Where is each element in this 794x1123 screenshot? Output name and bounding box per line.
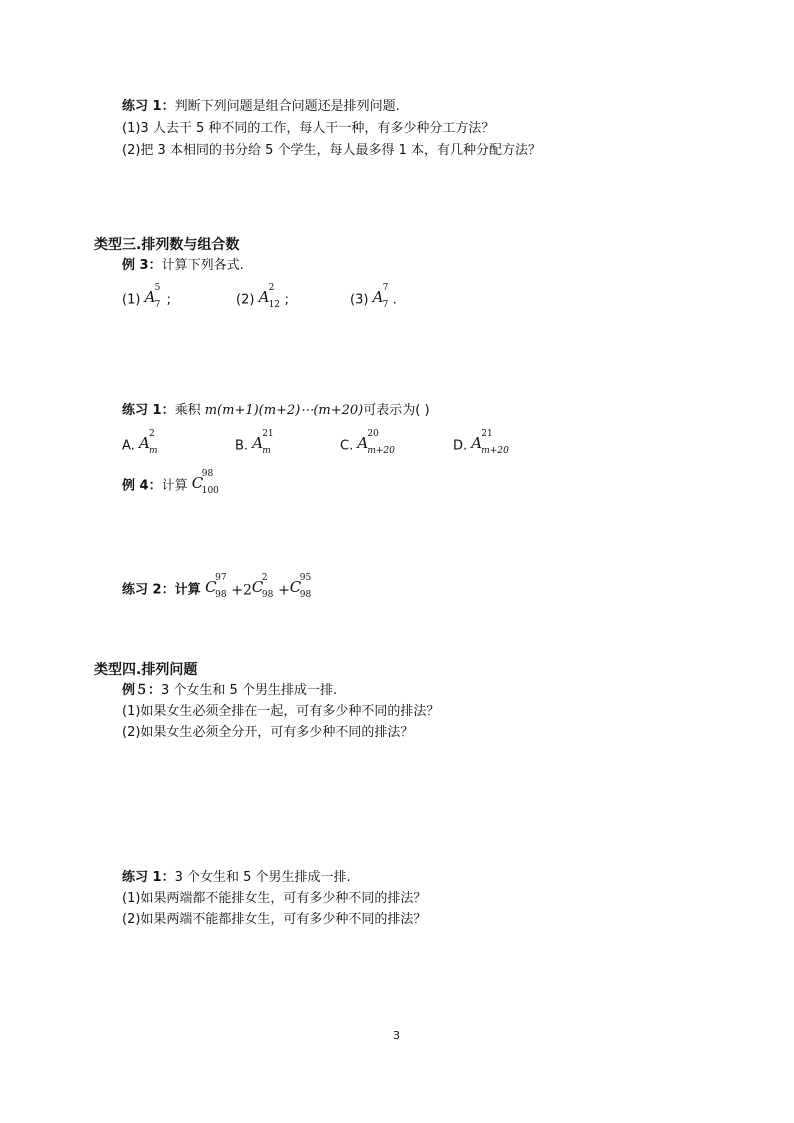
option-symbol: A 20 m+20 (357, 429, 395, 456)
practice-text: 计算 (174, 582, 201, 598)
practice-1-title (122, 402, 430, 420)
option-b (235, 429, 276, 458)
example-text: 计算下列各式. (161, 258, 244, 273)
item-number: (3) (350, 292, 369, 308)
plus-sign: + (278, 582, 290, 598)
page-number: 3 (393, 1029, 400, 1042)
example-3-item-3 (350, 283, 397, 312)
item-number: (2) (236, 292, 255, 308)
option-c (340, 429, 395, 458)
option-letter: D. (453, 438, 468, 454)
practice-blank: 可表示为( ) (363, 403, 430, 418)
section-heading-type3: 类型三.排列数与组合数 (94, 237, 240, 253)
section-heading-type4: 类型四.排列问题 (94, 662, 198, 678)
item-end: ; (284, 292, 289, 308)
example-4-title (122, 469, 219, 498)
practice-label: 练习 1： (122, 403, 175, 418)
option-symbol: A 21 m+20 (471, 429, 509, 456)
example-label: 例 3： (122, 258, 162, 273)
option-d (453, 429, 509, 458)
option-symbol: A 2 m (138, 429, 158, 456)
option-letter: A. (122, 438, 135, 454)
exercise-label: 练习 1： (122, 99, 175, 114)
option-a (122, 429, 159, 458)
plus-sign: + (231, 582, 243, 598)
example-5-question-2: (2)如果女生必须全分开，可有多少种不同的排法？ (122, 725, 414, 740)
practice-4-1-question-2: (2)如果两端不能都排女生，可有多少种不同的排法？ (122, 912, 427, 927)
permutation-symbol: A 5 7 (144, 283, 161, 310)
example-5-title (122, 682, 337, 700)
exercise-1-question-1: (1)3 人去干 5 种不同的工作，每人干一种，有多少种分工方法？ (122, 121, 495, 136)
example-3-item-1 (122, 283, 171, 312)
product-expression: m(m+1)(m+2)⋯(m+20) (204, 403, 364, 418)
combination-term: C 97 98 (205, 573, 227, 600)
practice-text: 乘积 (174, 403, 205, 418)
item-number: (1) (122, 292, 141, 308)
option-letter: B. (235, 438, 249, 454)
exercise-1-title (122, 98, 400, 116)
permutation-symbol: A 7 7 (372, 283, 389, 310)
option-letter: C. (340, 438, 354, 454)
combination-symbol: C 98 100 (191, 469, 219, 496)
example-3-title (122, 257, 244, 275)
item-end: . (392, 292, 397, 308)
item-end: ; (166, 292, 171, 308)
example-5-question-1: (1)如果女生必须全排在一起，可有多少种不同的排法？ (122, 704, 440, 719)
example-text: 计算 (161, 478, 188, 494)
practice-label: 练习 1： (122, 870, 175, 885)
practice-4-1-title (122, 869, 351, 887)
example-text: 3 个女生和 5 个男生排成一排. (161, 683, 338, 698)
option-symbol: A 21 m (252, 429, 274, 456)
example-3-item-2 (236, 283, 289, 312)
exercise-text: 判断下列问题是组合问题还是排列问题. (174, 99, 400, 114)
coefficient: 2 (243, 582, 252, 598)
practice-2-title (122, 573, 312, 602)
permutation-symbol: A 2 12 (258, 283, 281, 310)
combination-expression (205, 573, 312, 600)
practice-label: 练习 2： (122, 582, 175, 598)
combination-term: C 95 98 (289, 573, 312, 600)
practice-text: 3 个女生和 5 个男生排成一排. (174, 870, 351, 885)
exercise-1-question-2: (2)把 3 本相同的书分给 5 个学生，每人最多得 1 本，有几种分配方法？ (122, 143, 542, 158)
practice-4-1-question-1: (1)如果两端都不能排女生，可有多少种不同的排法？ (122, 891, 427, 906)
example-label: 例５： (122, 683, 162, 698)
example-label: 例 4： (122, 478, 162, 494)
combination-term: C 2 98 (251, 573, 274, 600)
